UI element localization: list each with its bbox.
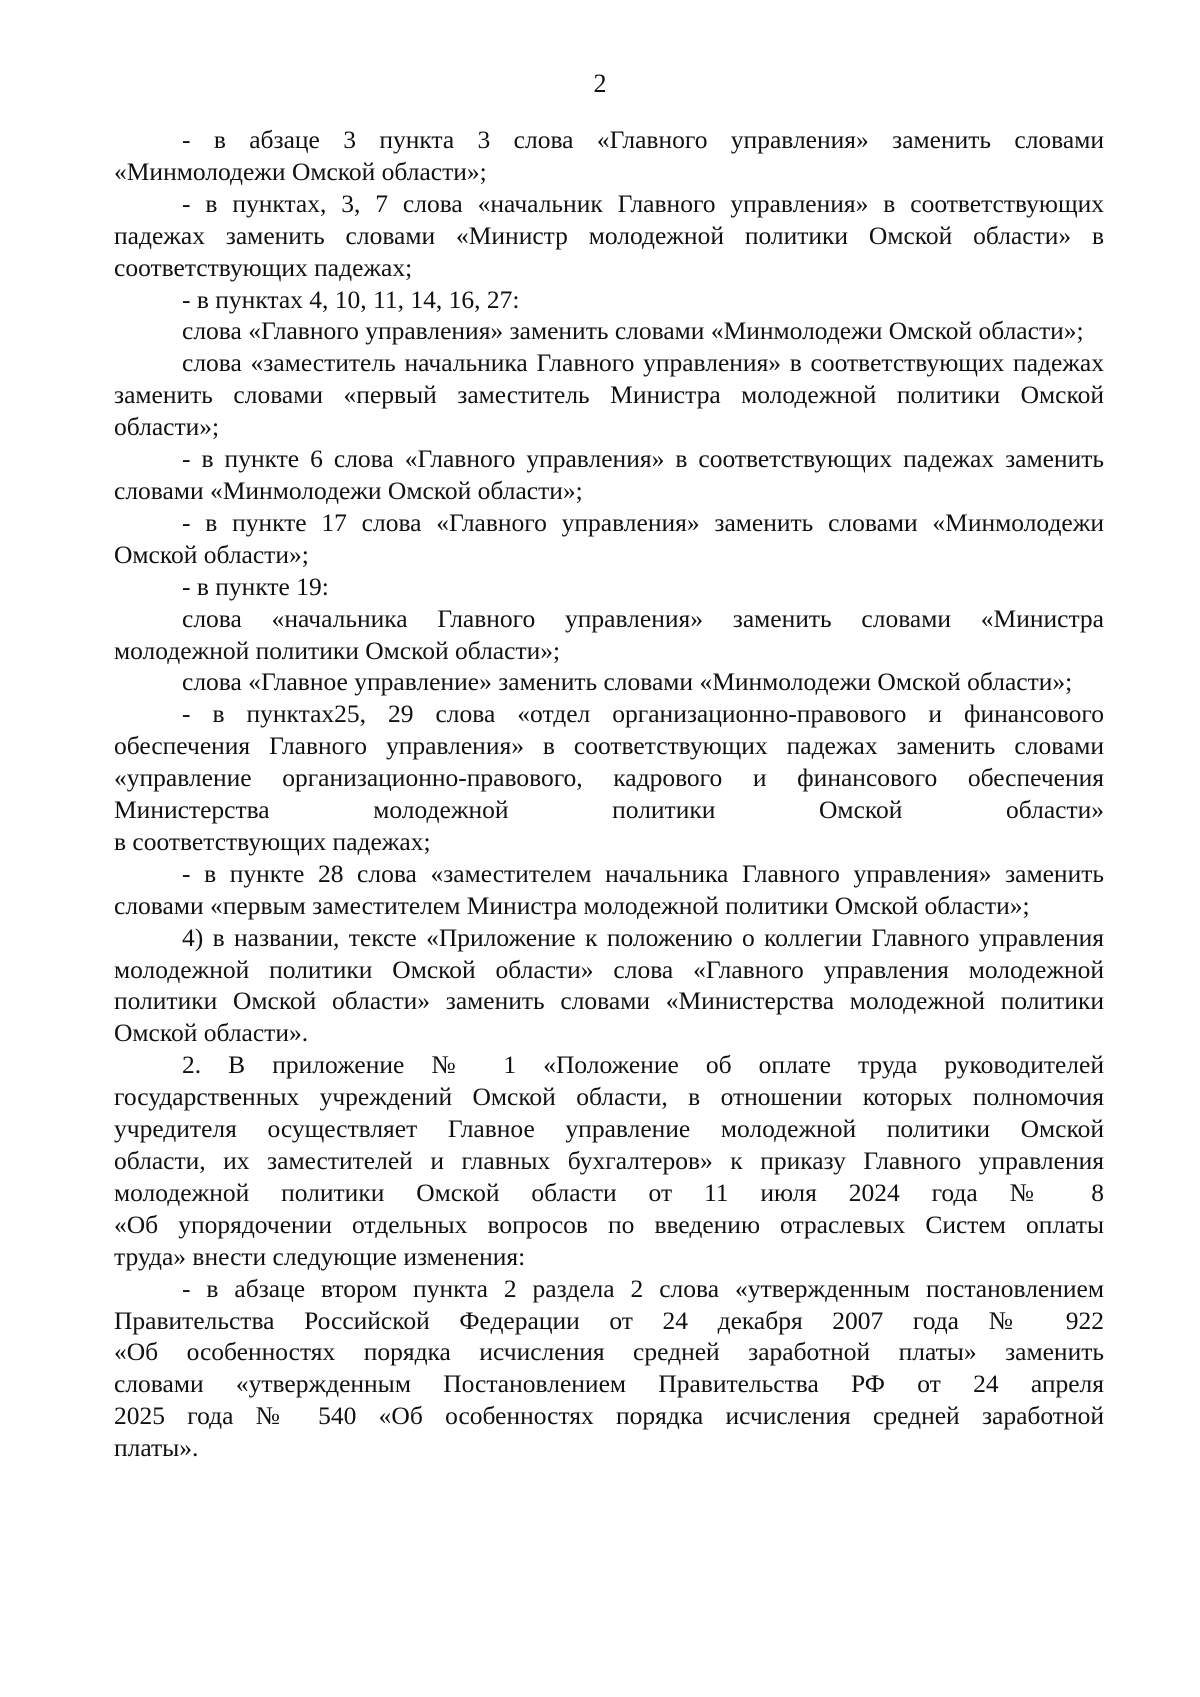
paragraph-line: Правительства Российской Федерации от 24 декабря 2007 года № 922 [114, 1305, 1104, 1335]
paragraph: - в пункте 19: [182, 571, 329, 601]
paragraph: - в пунктах, 3, 7 слова «начальник Главного управления» в соответствующих падежах заменить словами «Министр молодежной политики Омской области» в соответствующих падежах; [114, 188, 1104, 282]
paragraph: слова «Главное управление» заменить словами «Минмолодежи Омской области»; [182, 667, 1073, 697]
paragraph-line: молодежной политики Омской области от 11 июля 2024 года № 8 [114, 1177, 1104, 1207]
paragraph: слова «Главного управления» заменить словами «Минмолодежи Омской области»; [182, 316, 1084, 346]
paragraph-line: - в пунктах25, 29 слова «отдел организационно-правового и финансового [182, 699, 1104, 729]
page-number: 2 [593, 69, 607, 98]
paragraph: - в пункте 17 слова «Главного управления» заменить словами «Минмолодежи Омской области»; [114, 507, 1104, 569]
paragraph [114, 1049, 1104, 1272]
paragraph-line: в соответствующих падежах; [114, 826, 431, 856]
paragraph: 4) в названии, тексте «Приложение к положению о коллегии Главного управления молодежной политики Омской области» слова «Главного управления молодежной политики Омской области» заменить словами «Министерства молодежной политики Омской области». [114, 922, 1104, 1048]
paragraph-line: области, их заместителей и главных бухгалтеров» к приказу Главного управления [114, 1146, 1104, 1175]
paragraph: слова «начальника Главного управления» заменить словами «Министра молодежной политики Омской области»; [114, 603, 1104, 665]
paragraph-line: - в абзаце втором пункта 2 раздела 2 слова «утвержденным постановлением [182, 1273, 1104, 1303]
paragraph-line: «Об особенностях порядка исчисления средней заработной платы» заменить [114, 1337, 1104, 1367]
paragraph-line: платы». [114, 1433, 199, 1463]
paragraph: - в пункте 28 слова «заместителем начальника Главного управления» заменить словами «первым заместителем Министра молодежной политики Омской области»; [114, 858, 1104, 920]
paragraph-line: «управление организационно-правового, кадрового и финансового обеспечения [114, 763, 1104, 793]
document-body [114, 124, 1104, 1464]
paragraph-line: учредителя осуществляет Главное управление молодежной политики Омской [114, 1114, 1104, 1144]
paragraph [114, 1273, 1104, 1464]
paragraph [114, 698, 1104, 858]
paragraph-line: труда» внести следующие изменения: [114, 1241, 526, 1271]
paragraph: слова «заместитель начальника Главного управления» в соответствующих падежах заменить словами «первый заместитель Министра молодежной политики Омской области»; [114, 348, 1104, 442]
paragraph: - в пунктах 4, 10, 11, 14, 16, 27: [182, 284, 520, 314]
paragraph-line: словами «утвержденным Постановлением Правительства РФ от 24 апреля [114, 1369, 1104, 1399]
paragraph-line: 2025 года № 540 «Об особенностях порядка исчисления средней заработной [114, 1401, 1104, 1431]
paragraph-line: государственных учреждений Омской области, в отношении которых полномочия [114, 1082, 1104, 1112]
paragraph: - в абзаце 3 пункта 3 слова «Главного управления» заменить словами «Минмолодежи Омской области»; [114, 125, 1104, 186]
paragraph: - в пункте 6 слова «Главного управления» в соответствующих падежах заменить словами «Минмолодежи Омской области»; [114, 444, 1104, 505]
paragraph-line: Министерства молодежной политики Омской области» [114, 795, 1104, 825]
paragraph-line: обеспечения Главного управления» в соответствующих падежах заменить словами [114, 731, 1104, 761]
paragraph-line: 2. В приложение № 1 «Положение об оплате труда руководителей [182, 1050, 1104, 1080]
paragraph-line: «Об упорядочении отдельных вопросов по введению отраслевых Систем оплаты [114, 1209, 1104, 1239]
